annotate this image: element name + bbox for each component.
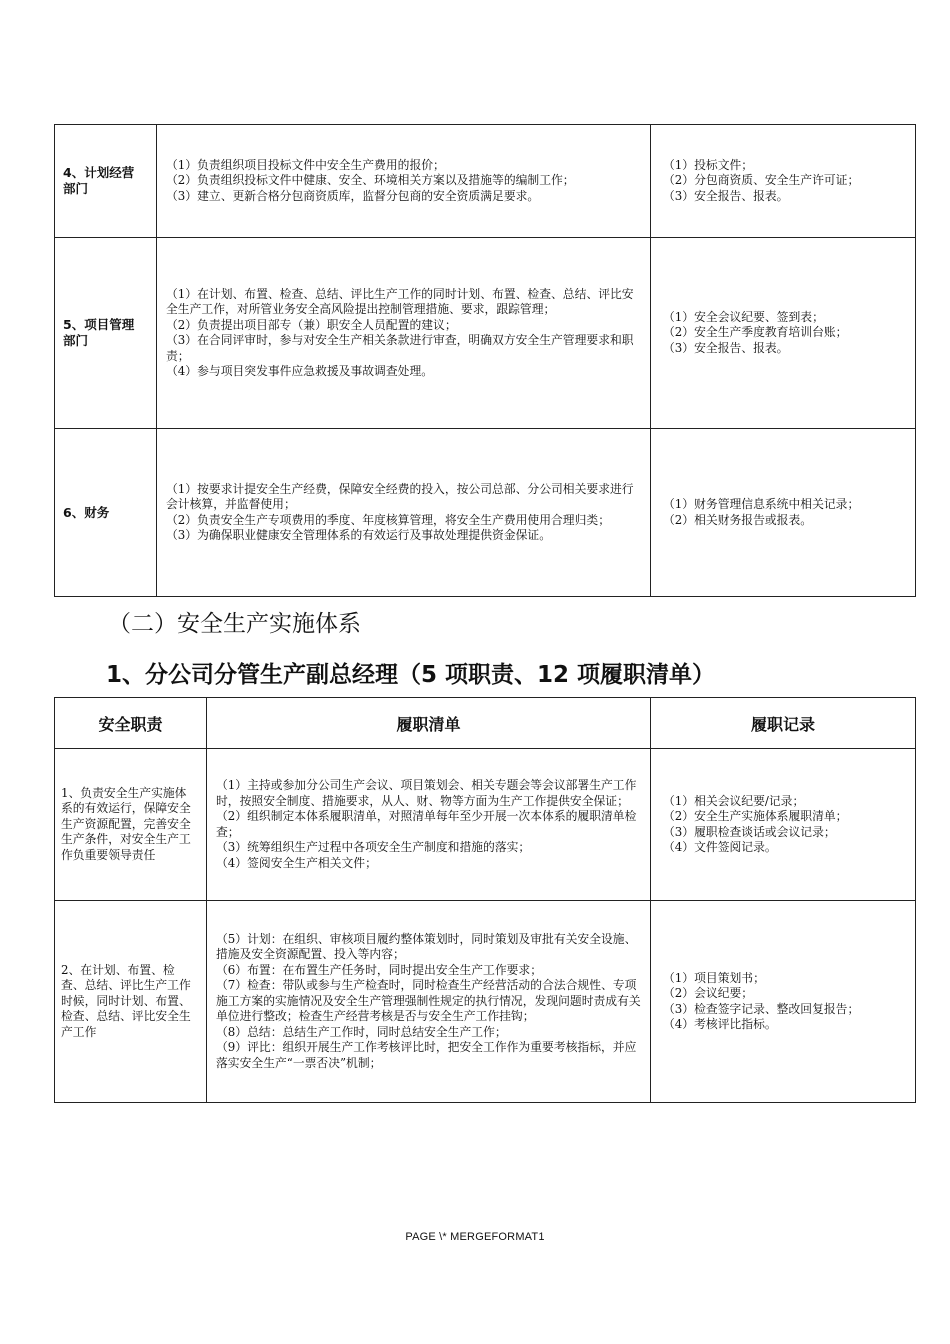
table-row: [55, 238, 916, 429]
checklist-cell: [207, 749, 651, 901]
record-cell: [651, 901, 916, 1103]
records-text: （1）投标文件； （2）分包商资质、安全生产许可证； （3）安全报告、报表。: [663, 157, 860, 203]
page-footer: PAGE \* MERGEFORMAT1: [405, 1231, 545, 1243]
table-row: [55, 901, 916, 1103]
department-cell: [55, 125, 157, 238]
duty-cell: [55, 901, 207, 1103]
record-text: （1）相关会议纪要/记录； （2）安全生产实施体系履职清单； （3）履职检查谈话或会议记录； （4）文件签阅记录。: [663, 793, 848, 854]
role-heading: 1、分公司分管生产副总经理（5 项职责、12 项履职清单）: [106, 662, 716, 688]
duties-text: （1）在计划、布置、检查、总结、评比生产工作的同时计划、布置、检查、总结、评比安全生产工作，对所管业务安全高风险提出控制管理措施、要求，跟踪管理； （2）负责提出项目部专（兼）职安全人员配置的建议； （3）在合同评审时，参与对安全生产相关条款进行审查，明确双方安全生产管理要求和职责； （4）参与项目突发事件应急救援及事故调查处理。: [166, 286, 634, 378]
duties-cell: [157, 125, 651, 238]
duties-cell: [157, 238, 651, 429]
department-cell: [55, 429, 157, 597]
records-cell: [651, 125, 916, 238]
responsibility-table: [54, 697, 916, 1103]
department-name: 5、项目管理 部门: [63, 317, 135, 348]
section-title: （二）安全生产实施体系: [108, 611, 361, 637]
records-text: （1）财务管理信息系统中相关记录； （2）相关财务报告或报表。: [663, 497, 860, 527]
column-header-record: 履职记录: [651, 698, 916, 749]
table-row: [55, 429, 916, 597]
checklist-text: （5）计划：在组织、审核项目履约整体策划时，同时策划及审批有关安全设施、措施及安全资源配置、投入等内容； （6）布置：在布置生产任务时，同时提出安全生产工作要求； （7）检查：带队或参与生产检查时，同时检查生产经营活动的合法合规性、专项施工方案的实施情况及安全生产管理强制性规定的执行情况，发现问题时责成有关单位进行整改；检查生产经营考核是否与安全生产工作挂钩； （8）总结：总结生产工作时，同时总结安全生产工作； （9）评比：组织开展生产工作考核评比时，把安全工作作为重要考核指标，并应落实安全生产“一票否决”机制；: [216, 931, 641, 1070]
department-duties-table: [54, 124, 916, 597]
checklist-text: （1）主持或参加分公司生产会议、项目策划会、相关专题会等会议部署生产工作时，按照安全制度、措施要求，从人、财、物等方面为生产工作提供安全保证； （2）组织制定本体系履职清单，对照清单每年至少开展一次本体系的履职清单检查； （3）统筹组织生产过程中各项安全生产制度和措施的落实； （4）签阅安全生产相关文件；: [216, 778, 637, 870]
department-name: 6、财务: [63, 504, 110, 520]
department-cell: [55, 238, 157, 429]
duties-cell: [157, 429, 651, 597]
duty-cell: [55, 749, 207, 901]
records-text: （1）安全会议纪要、签到表； （2）安全生产季度教育培训台账； （3）安全报告、报表。: [663, 309, 848, 355]
table-row: [55, 125, 916, 238]
records-cell: [651, 429, 916, 597]
checklist-cell: [207, 901, 651, 1103]
table-row: [55, 749, 916, 901]
department-name: 4、计划经营 部门: [63, 165, 135, 196]
record-cell: [651, 749, 916, 901]
records-cell: [651, 238, 916, 429]
table-header-row: [55, 698, 916, 749]
duty-text: 2、在计划、布置、检查、总结、评比生产工作时候，同时计划、布置、检查、总结、评比安全生产工作: [61, 962, 191, 1039]
duties-text: （1）负责组织项目投标文件中安全生产费用的报价； （2）负责组织投标文件中健康、安全、环境相关方案以及措施等的编制工作； （3）建立、更新合格分包商资质库，监督分包商的安全资质满足要求。: [166, 157, 575, 203]
column-header-checklist: 履职清单: [207, 698, 651, 749]
duties-text: （1）按要求计提安全生产经费，保障安全经费的投入，按公司总部、分公司相关要求进行会计核算，并监督使用； （2）负责安全生产专项费用的季度、年度核算管理，将安全生产费用使用合理归类； （3）为确保职业健康安全管理体系的有效运行及事故处理提供资金保证。: [166, 481, 634, 542]
column-header-duty: 安全职责: [55, 698, 207, 749]
record-text: （1）项目策划书； （2）会议纪要； （3）检查签字记录、整改回复报告； （4）考核评比指标。: [663, 970, 860, 1031]
duty-text: 1、负责安全生产实施体系的有效运行，保障安全生产资源配置，完善安全生产条件，对安全生产工作负重要领导责任: [61, 785, 191, 862]
